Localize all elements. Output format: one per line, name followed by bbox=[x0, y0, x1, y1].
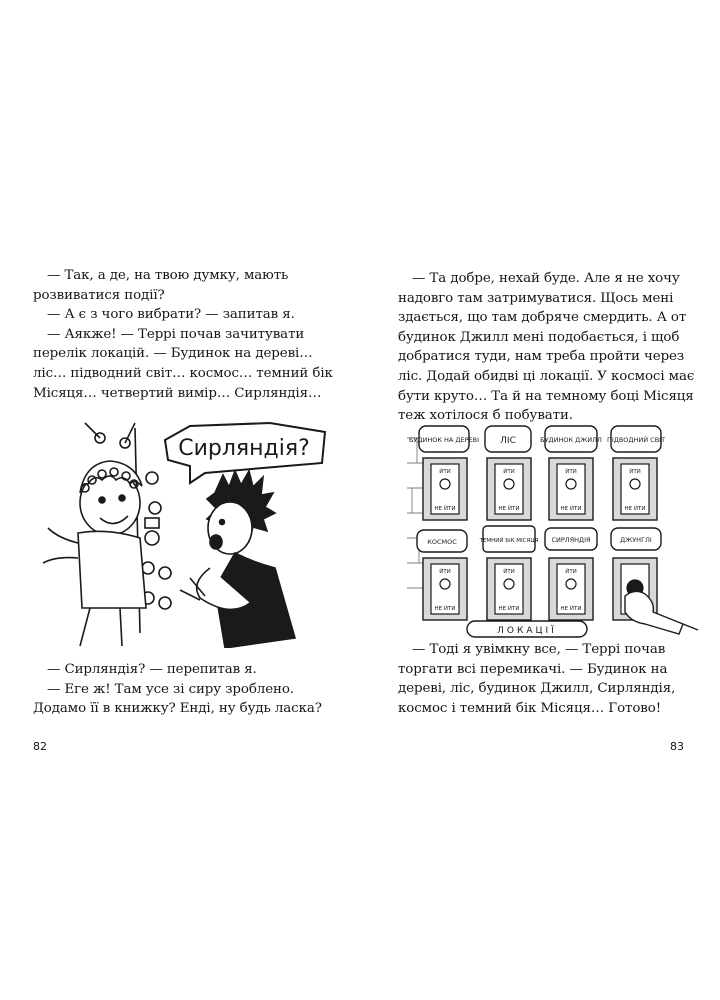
switch-off-label: НЕ ЙТИ bbox=[624, 506, 646, 512]
right-text-bottom bbox=[398, 640, 698, 718]
left-text-top bbox=[33, 266, 333, 403]
paragraph: — Тоді я увімкну все, — Террі почав торгати всі перемикачі. — Будинок на дереві, ліс, будинок Джилл, Сирляндія, космос і темний бік Місяця… Готово! bbox=[398, 642, 676, 716]
right-page bbox=[360, 0, 720, 1000]
location-label-cheeseland: СИРЛЯНДІЯ bbox=[551, 536, 591, 544]
paragraph: — Аякже! — Террі почав зачитувати перелік локацій. — Будинок на дереві… ліс… підводний світ… космос… темний бік Місяця… четвертий вимір… Сирляндія… bbox=[33, 326, 333, 401]
paragraph: — Еге ж! Там усе зі сиру зроблено. Додамо її в книжку? Енді, ну будь ласка? bbox=[33, 681, 322, 717]
speech-bubble-text: Сирляндія? bbox=[178, 436, 310, 461]
paragraph: — Та добре, нехай буде. Але я не хочу надовго там затримуватися. Щось мені здається, що там добряче смердить. А от будинок Джилл мені подобається, і щоб добратися туди, нам треба пройти через ліс. Додай обидві ці локації. У космосі має бути круто… Та й на темному боці Місяця теж хотілося б побувати. bbox=[398, 271, 695, 424]
switch-off-label: НЕ ЙТИ bbox=[434, 606, 456, 612]
left-text-bottom bbox=[33, 660, 333, 719]
illustration-location-panel bbox=[407, 418, 702, 640]
switch-on-label: ЙТИ bbox=[439, 569, 451, 575]
location-label-jill-house: БУДИНОК ДЖИЛЛ bbox=[540, 436, 602, 444]
locations-title: ЛОКАЦІЇ bbox=[497, 626, 557, 636]
location-label-forest: ЛІС bbox=[500, 436, 516, 446]
switch-off-label: НЕ ЙТИ bbox=[560, 606, 582, 612]
switch-on-label: ЙТИ bbox=[565, 469, 577, 475]
location-label-space: КОСМОС bbox=[427, 538, 457, 546]
locations-title-plate bbox=[467, 621, 587, 637]
switch-off-label: НЕ ЙТИ bbox=[560, 506, 582, 512]
switch-on-label: ЙТИ bbox=[439, 469, 451, 475]
paragraph: — Сирляндія? — перепитав я. bbox=[47, 662, 257, 677]
illustration-terry-andy bbox=[40, 418, 330, 648]
switch-on-label: ЙТИ bbox=[503, 469, 515, 475]
switch-on-label: ЙТИ bbox=[629, 469, 641, 475]
location-label-dark-side-moon: ТЕМНИЙ БІК МІСЯЦЯ bbox=[479, 538, 539, 544]
location-label-underwater: ПІДВОДНИЙ СВІТ bbox=[606, 436, 666, 444]
switch-on-label: ЙТИ bbox=[503, 569, 515, 575]
right-text-top bbox=[398, 269, 698, 426]
location-label-tree-house: БУДИНОК НА ДЕРЕВІ bbox=[408, 436, 480, 444]
page-number: 82 bbox=[33, 740, 47, 753]
switch-off-label: НЕ ЙТИ bbox=[434, 506, 456, 512]
location-label-jungle: ДЖУНГЛІ bbox=[620, 536, 652, 544]
andy-figure bbox=[180, 471, 295, 648]
hand-figure bbox=[625, 591, 698, 634]
terry-figure bbox=[43, 461, 146, 646]
switch-on-label: ЙТИ bbox=[565, 569, 577, 575]
page-number: 83 bbox=[670, 740, 684, 753]
switch-off-label: НЕ ЙТИ bbox=[498, 606, 520, 612]
speech-bubble bbox=[165, 423, 325, 483]
paragraph: — А є з чого вибрати? — запитав я. bbox=[47, 307, 295, 323]
switch-off-label: НЕ ЙТИ bbox=[498, 506, 520, 512]
paragraph: — Так, а де, на твою думку, мають розвиватися події? bbox=[33, 268, 289, 303]
